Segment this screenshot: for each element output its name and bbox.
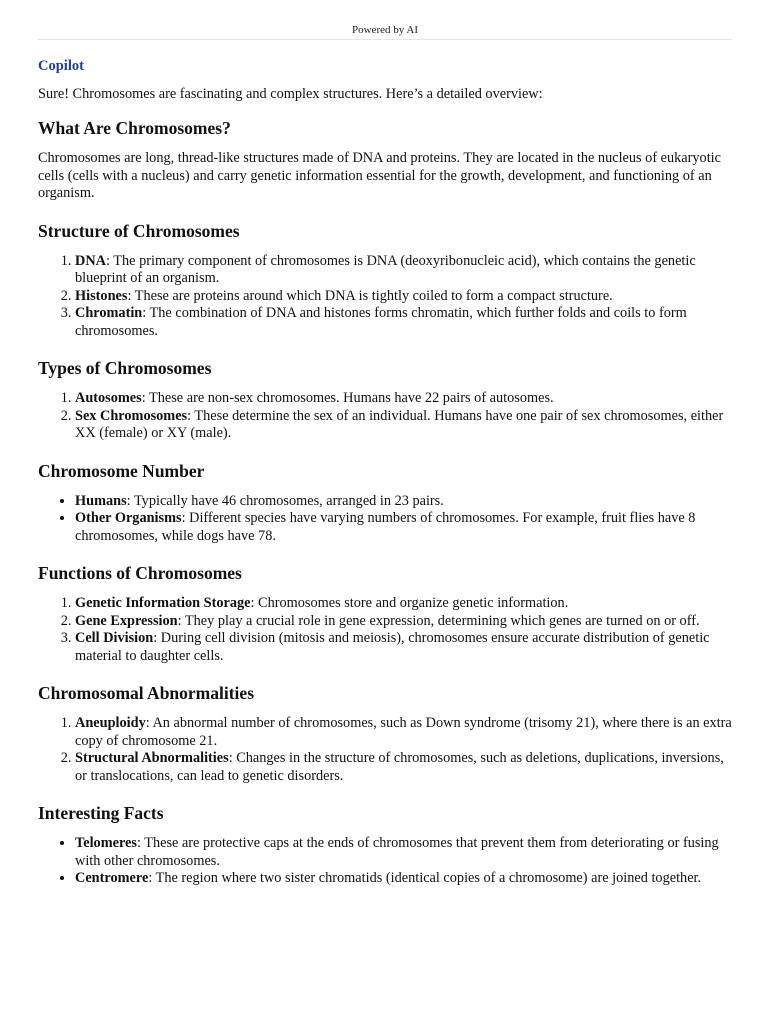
list-item-text: : These determine the sex of an individual. Humans have one pair of sex chromosomes, either XX (female) or XY (male). [75, 407, 724, 441]
powered-by-header: Powered by AI [38, 24, 732, 40]
abnormalities-list [38, 715, 732, 785]
section-paragraph-what-are-chromosomes: Chromosomes are long, thread-like structures made of DNA and proteins. They are located in the nucleus of eukaryotic cells (cells with a nucleus) and carry genetic information essential for the growth, development, and functioning of an organism. [38, 150, 721, 201]
list-item-term: Genetic Information Storage [75, 595, 251, 611]
list-item-term: Telomeres [75, 835, 137, 851]
list-item [75, 288, 732, 306]
list-item-term: DNA [75, 252, 106, 269]
list-item-term: Humans [75, 492, 127, 509]
list-item-text: : Typically have 46 chromosomes, arranged in 23 pairs. [126, 492, 444, 509]
section-title-types: Types of Chromosomes [38, 358, 212, 378]
list-item [75, 510, 732, 545]
list-item-text: : They play a crucial role in gene expression, determining which genes are turned on or off. [177, 612, 700, 629]
section-title-interesting-facts: Interesting Facts [38, 803, 164, 823]
list-item-text: : These are non-sex chromosomes. Humans have 22 pairs of autosomes. [141, 390, 554, 406]
list-item-term: Cell Division [75, 630, 154, 646]
facts-list [38, 835, 732, 888]
list-item-text: : Changes in the structure of chromosomes, such as deletions, duplications, inversions, or translocations, can lead to genetic disorders. [75, 750, 724, 784]
list-item [75, 408, 732, 443]
structure-list [38, 253, 732, 341]
list-item-term: Autosomes [75, 390, 142, 406]
intro-text: Sure! Chromosomes are fascinating and complex structures. Here’s a detailed overview: [38, 85, 543, 102]
section-title-abnormalities: Chromosomal Abnormalities [38, 683, 254, 703]
list-item [75, 715, 732, 750]
list-item-term: Other Organisms [75, 510, 182, 526]
list-item-text: : The combination of DNA and histones forms chromatin, which further folds and coils to form chromosomes. [75, 305, 687, 339]
section-title-what-are-chromosomes: What Are Chromosomes? [38, 118, 231, 138]
functions-list [38, 595, 732, 665]
section-title-functions: Functions of Chromosomes [38, 563, 242, 583]
list-item-term: Chromatin [75, 305, 143, 321]
list-item-term: Histones [75, 287, 128, 304]
message-content [38, 56, 732, 888]
list-item-term: Aneuploidy [75, 715, 146, 731]
list-item-term: Centromere [75, 870, 149, 886]
list-item-text: : The region where two sister chromatids (identical copies of a chromosome) are joined together. [148, 870, 702, 886]
list-item [75, 390, 732, 408]
list-item [75, 630, 732, 665]
section-title-number: Chromosome Number [38, 460, 205, 481]
types-list [38, 390, 732, 443]
list-item-text: : During cell division (mitosis and meiosis), chromosomes ensure accurate distribution of genetic material to daughter cells. [75, 630, 710, 664]
list-item-text: : An abnormal number of chromosomes, such as Down syndrome (trisomy 21), where there is an extra copy of chromosome 21. [75, 715, 732, 749]
list-item-term: Sex Chromosomes [75, 407, 188, 424]
list-item-term: Structural Abnormalities [75, 750, 229, 766]
number-list [38, 493, 732, 546]
list-item-term: Gene Expression [75, 612, 178, 629]
list-item [75, 613, 732, 631]
section-title-structure: Structure of Chromosomes [38, 220, 240, 241]
list-item [75, 493, 732, 511]
sender-name: Copilot [38, 58, 84, 74]
list-item-text: : The primary component of chromosomes is DNA (deoxyribonucleic acid), which contains the genetic blueprint of an organism. [75, 252, 696, 286]
list-item [75, 595, 732, 613]
list-item-text: : Different species have varying numbers of chromosomes. For example, fruit flies have 8 chromosomes, while dogs have 78. [75, 510, 696, 544]
list-item [75, 750, 732, 785]
list-item [75, 253, 732, 288]
list-item-text: : These are protective caps at the ends of chromosomes that prevent them from deteriorating or fusing with other chromosomes. [75, 835, 719, 869]
list-item [75, 835, 732, 870]
list-item-text: : Chromosomes store and organize genetic information. [250, 595, 569, 611]
list-item [75, 870, 732, 888]
list-item-text: : These are proteins around which DNA is tightly coiled to form a compact structure. [127, 287, 613, 304]
list-item [75, 305, 732, 340]
